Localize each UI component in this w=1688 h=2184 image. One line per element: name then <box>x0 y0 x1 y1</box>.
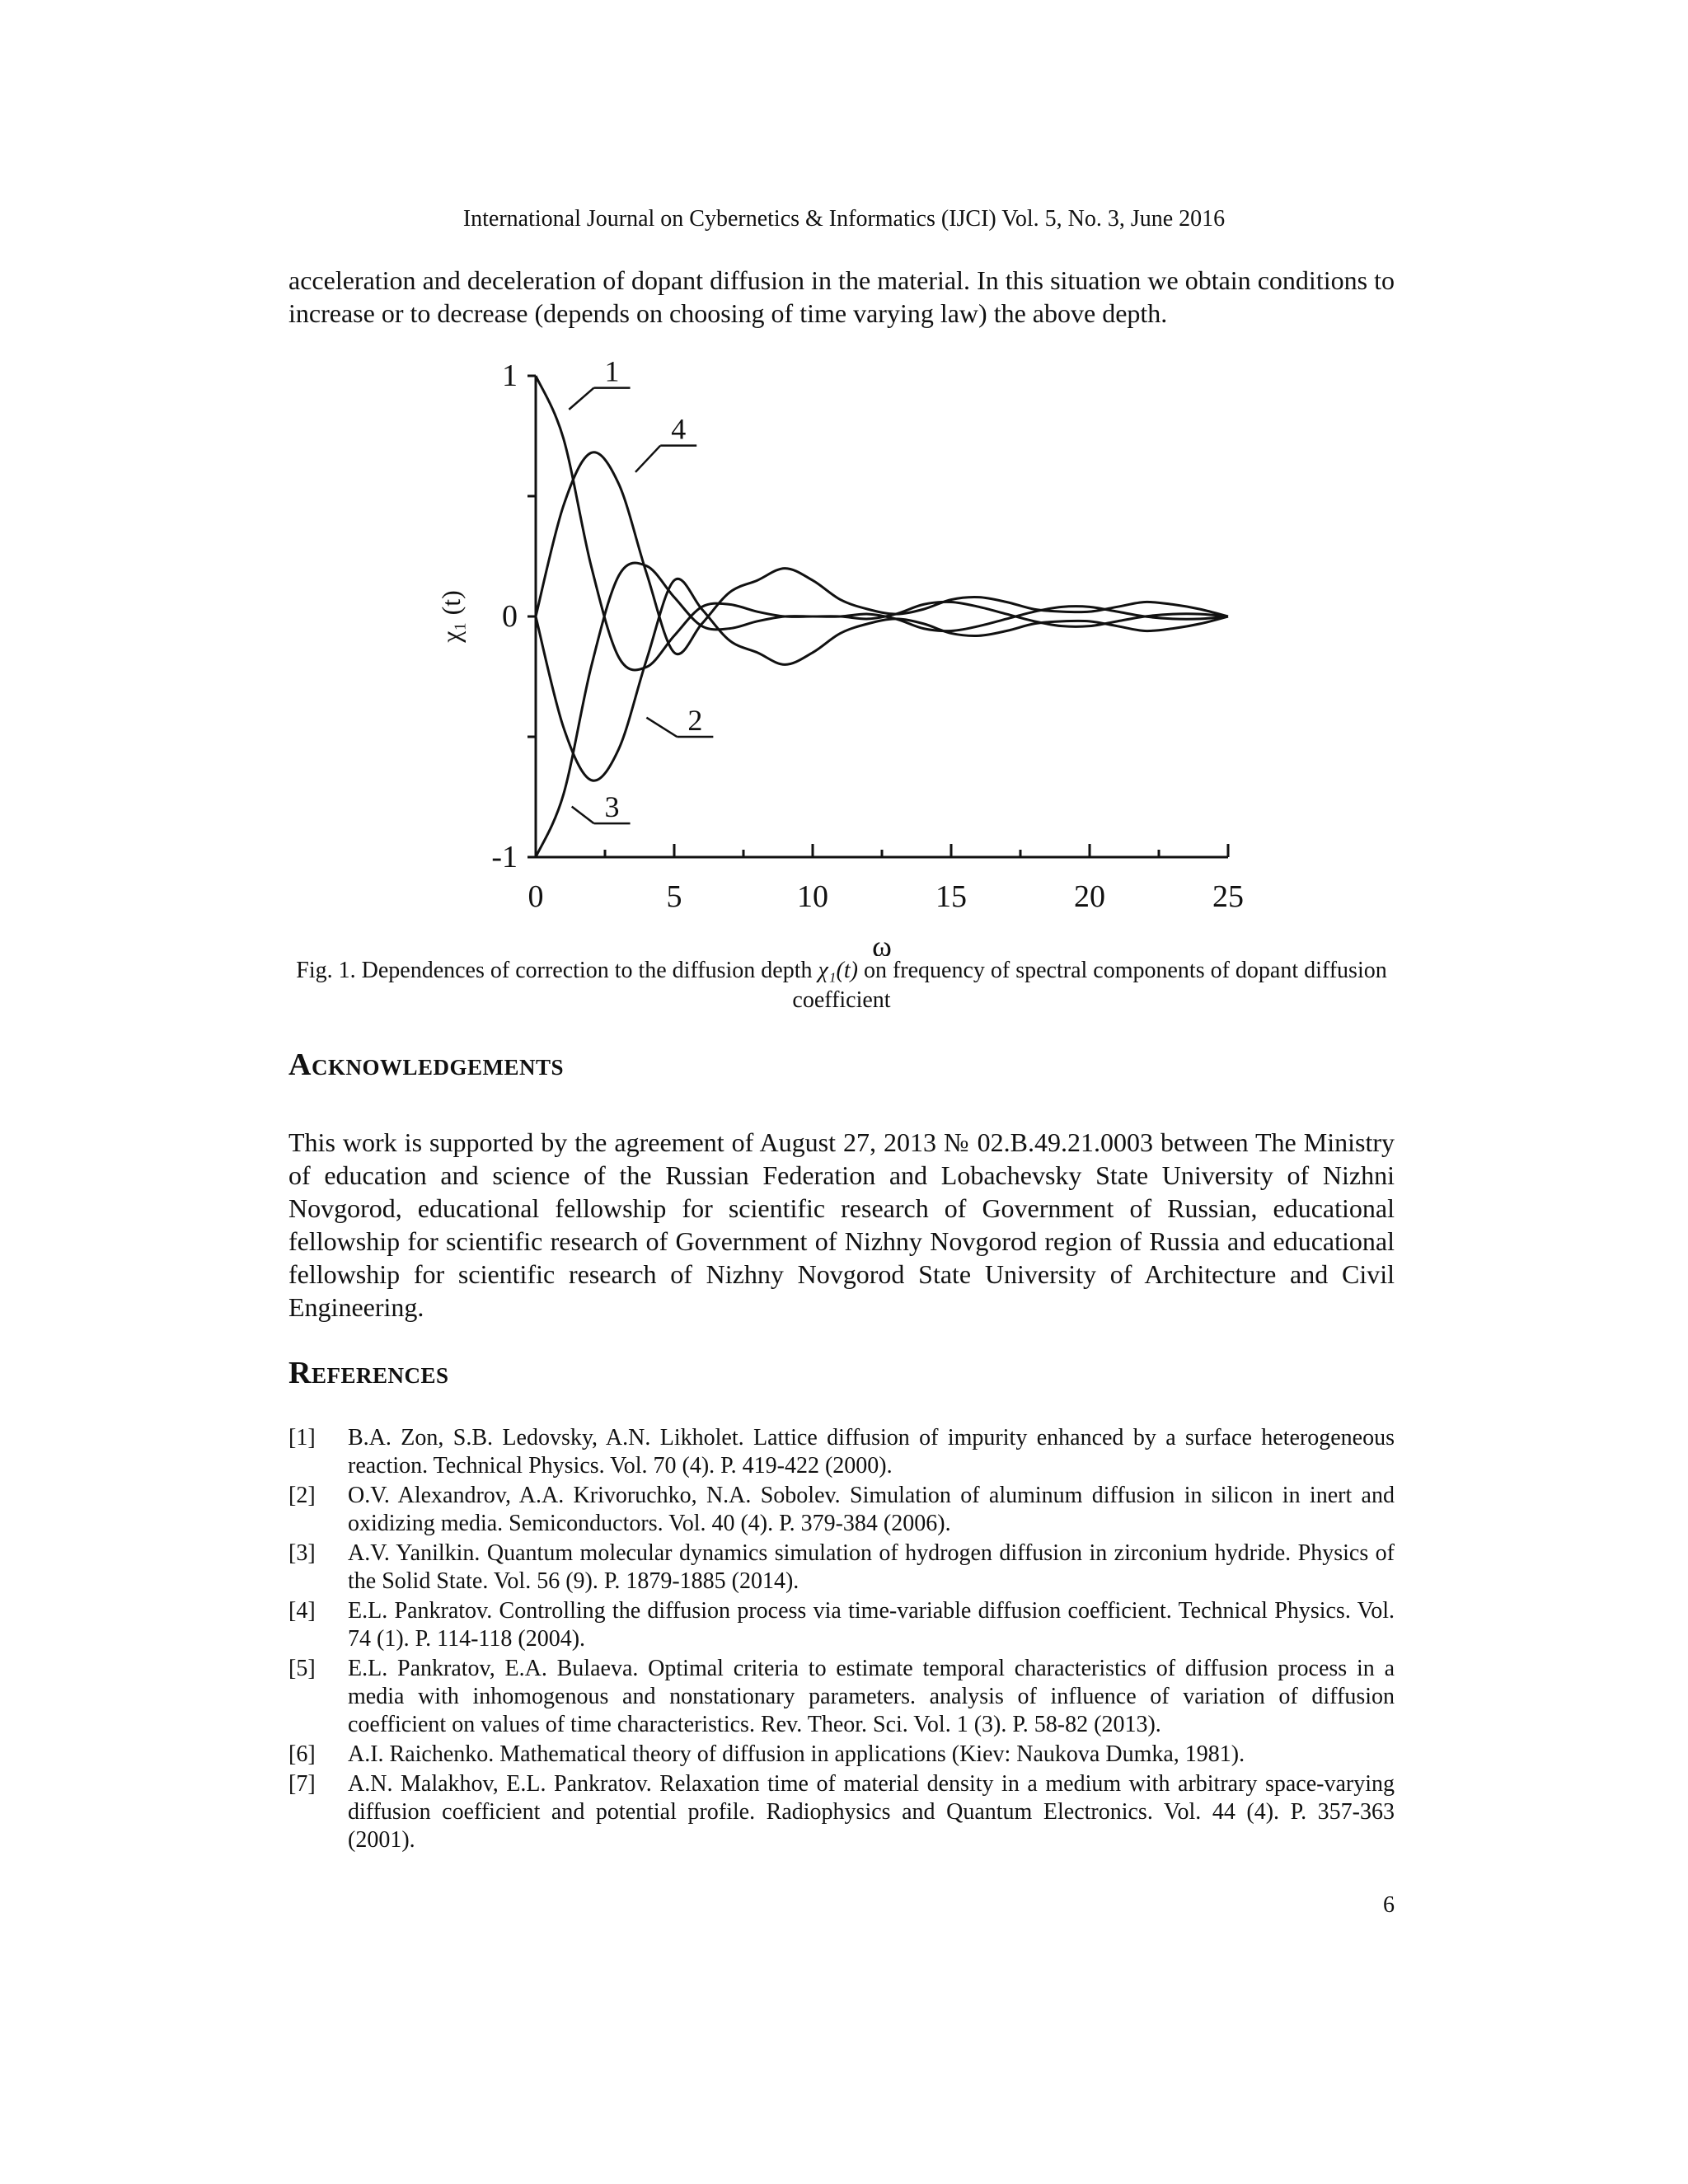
reference-item <box>288 1540 1395 1596</box>
series-3-line <box>536 563 1228 857</box>
curve-label: 4 <box>671 412 687 446</box>
x-tick-label: 20 <box>1074 879 1105 914</box>
x-tick-label: 15 <box>935 879 967 914</box>
reference-number: [1] <box>288 1425 316 1451</box>
curve-label-leader <box>635 446 660 472</box>
reference-number: [5] <box>288 1656 316 1681</box>
series-1-line <box>536 376 1228 670</box>
references-heading: References <box>288 1356 449 1390</box>
reference-text: E.L. Pankratov, E.A. Bulaeva. Optimal criteria to estimate temporal characteristics of diffusion process in a media with inhomogenous and nonstationary parameters. analysis of influence of variation of diffusion coefficient on values of time characteristics. Rev. Theor. Sci. Vol. 1 (3). P. 58-82 (2013). <box>348 1656 1395 1737</box>
reference-item <box>288 1655 1395 1739</box>
figure-caption <box>288 956 1395 1015</box>
curve-label: 1 <box>604 354 620 388</box>
curve-label: 2 <box>687 704 703 737</box>
y-axis-label: χ₁ (t) <box>436 590 466 643</box>
figure-1 <box>412 346 1286 956</box>
curve-label-leader <box>572 807 594 823</box>
x-tick-label: 10 <box>797 879 828 914</box>
reference-text: A.V. Yanilkin. Quantum molecular dynamics simulation of hydrogen diffusion in zirconium hydride. Physics of the Solid State. Vol. 56 (9). P. 1879-1885 (2014). <box>348 1540 1395 1594</box>
reference-number: [6] <box>288 1741 316 1767</box>
y-tick-label: 0 <box>502 599 518 634</box>
reference-item <box>288 1482 1395 1538</box>
caption-suffix: on frequency of spectral components of dopant diffusion coefficient <box>792 958 1387 1013</box>
x-tick-label: 25 <box>1212 879 1244 914</box>
reference-item <box>288 1597 1395 1653</box>
series-4-line <box>536 452 1228 654</box>
page-number: 6 <box>1383 1892 1395 1918</box>
caption-prefix: Fig. 1. Dependences of correction to the diffusion depth <box>296 958 818 983</box>
reference-number: [2] <box>288 1483 316 1508</box>
y-tick-label: -1 <box>491 840 518 874</box>
reference-item <box>288 1424 1395 1480</box>
reference-number: [3] <box>288 1540 316 1566</box>
chart <box>412 346 1286 956</box>
reference-list <box>288 1424 1395 1856</box>
acknowledgements-heading: Acknowledgements <box>288 1047 564 1082</box>
running-header: International Journal on Cybernetics & Informatics (IJCI) Vol. 5, No. 3, June 2016 <box>462 206 1226 232</box>
x-tick-label: 0 <box>528 879 544 914</box>
reference-number: [7] <box>288 1771 316 1797</box>
caption-symbol: χ₁(t) <box>818 958 858 983</box>
x-tick-label: 5 <box>666 879 682 914</box>
reference-text: A.N. Malakhov, E.L. Pankratov. Relaxation time of material density in a medium with arbitrary space-varying diffusion coefficient and potential profile. Radiophysics and Quantum Electronics. Vol. 44 (4). P. 357-363 (2001). <box>348 1771 1395 1853</box>
acknowledgements-text: This work is supported by the agreement of August 27, 2013 № 02.B.49.21.0003 between The Ministry of education and science of the Russian Federation and Lobachevsky State University of Nizhni Novgorod, educational fellowship for scientific research of Government of Russian, educational fellowship for scientific research of Government of Nizhny Novgorod region of Russia and educational fellowship for scientific research of Nizhny Novgorod State University of Architecture and Civil Engineering. <box>288 1127 1395 1322</box>
reference-text: A.I. Raichenko. Mathematical theory of diffusion in applications (Kiev: Naukova Dumka, 1981). <box>348 1741 1245 1767</box>
x-axis-label: ω <box>872 930 892 956</box>
reference-item <box>288 1770 1395 1854</box>
reference-number: [4] <box>288 1598 316 1624</box>
reference-item <box>288 1741 1395 1769</box>
series-2-line <box>536 579 1228 780</box>
y-tick-label: 1 <box>502 359 518 393</box>
intro-paragraph: acceleration and deceleration of dopant diffusion in the material. In this situation we obtain conditions to increase or to decrease (depends on choosing of time varying law) the above depth. <box>288 265 1395 328</box>
reference-text: O.V. Alexandrov, A.A. Krivoruchko, N.A. Sobolev. Simulation of aluminum diffusion in silicon in inert and oxidizing media. Semiconductors. Vol. 40 (4). P. 379-384 (2006). <box>348 1483 1395 1536</box>
curve-label: 3 <box>604 790 620 824</box>
curve-label-leader <box>569 388 593 410</box>
reference-text: E.L. Pankratov. Controlling the diffusion process via time-variable diffusion coefficient. Technical Physics. Vol. 74 (1). P. 114-118 (2004). <box>348 1598 1395 1652</box>
reference-text: B.A. Zon, S.B. Ledovsky, A.N. Likholet. Lattice diffusion of impurity enhanced by a surface heterogeneous reaction. Technical Physics. Vol. 70 (4). P. 419-422 (2000). <box>348 1425 1395 1479</box>
curve-label-leader <box>646 718 677 737</box>
